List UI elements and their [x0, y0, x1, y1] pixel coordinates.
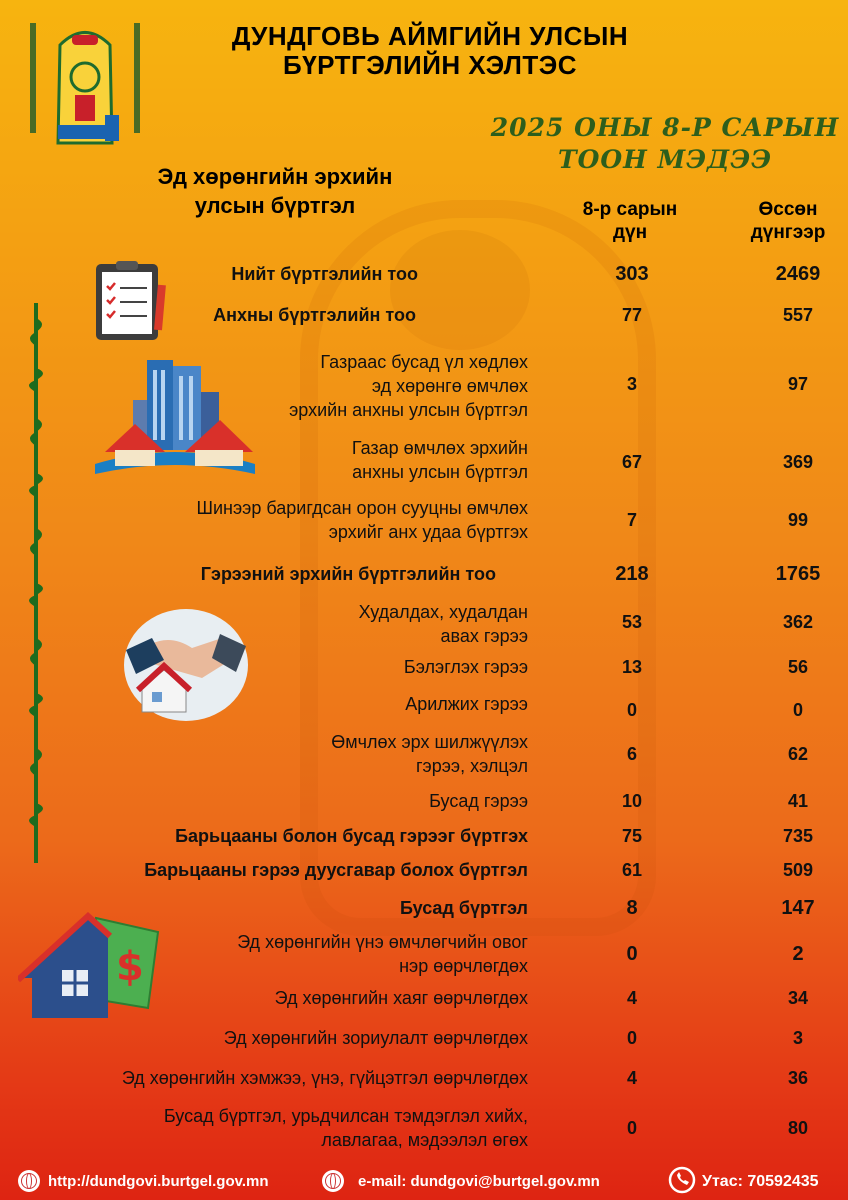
- cumulative-value: 97: [787, 374, 809, 394]
- row-label-line: гэрээ, хэлцэл: [415, 756, 528, 776]
- cumulative-value: 557: [782, 305, 814, 325]
- row-label-line: Барьцааны гэрээ дуусгавар болох бүртгэл: [144, 860, 528, 880]
- row-label: [48, 496, 528, 544]
- contact-footer: [0, 1160, 848, 1200]
- month-value: 0: [626, 1118, 637, 1138]
- row-label: [48, 896, 528, 920]
- row-label-line: Өмчлөх эрх шилжүүлэх: [331, 732, 528, 752]
- column-header-cumulative: Өссөн дүнгээр: [750, 199, 826, 243]
- page-title: ДУНДГОВЬ АЙМГИЙН УЛСЫН БҮРТГЭЛИЙН ХЭЛТЭС: [231, 21, 629, 80]
- report-period: 2025 ОНЫ 8-Р САРЫН ТООН МЭДЭЭ: [490, 113, 840, 174]
- cumulative-value: 509: [782, 860, 814, 880]
- cumulative-value: 56: [787, 657, 809, 677]
- row-label: [48, 730, 528, 778]
- background-ornament: [390, 230, 530, 350]
- cumulative-value: 2: [792, 943, 804, 965]
- website-link[interactable]: http://dundgovi.burtgel.gov.mn: [48, 1173, 269, 1190]
- row-label: [48, 692, 528, 716]
- row-label: [48, 930, 528, 978]
- row-label: [48, 1026, 528, 1050]
- cumulative-value: 62: [787, 744, 809, 764]
- month-value: 10: [621, 791, 643, 811]
- month-value: 0: [626, 700, 637, 720]
- month-value: 303: [615, 263, 649, 285]
- globe-icon: [322, 1170, 344, 1192]
- month-value: 53: [621, 612, 643, 632]
- row-label-line: Газар өмчлөх эрхийн: [351, 438, 528, 458]
- month-value: 75: [621, 826, 643, 846]
- cumulative-value: 369: [782, 452, 814, 472]
- row-label: [48, 789, 528, 813]
- month-value: 8: [626, 897, 638, 919]
- cumulative-value: 99: [787, 510, 809, 530]
- month-value: 67: [621, 452, 643, 472]
- cumulative-value: 0: [792, 700, 803, 720]
- row-label: [48, 350, 528, 422]
- row-label-line: Газраас бусад үл хөдлөх: [320, 352, 528, 372]
- row-label-line: Бусад гэрээ: [429, 791, 528, 811]
- cumulative-value: 41: [787, 791, 809, 811]
- row-label-line: Эд хөрөнгийн зориулалт өөрчлөгдөх: [223, 1028, 528, 1048]
- month-value: 4: [626, 1068, 637, 1088]
- month-value: 218: [615, 563, 649, 585]
- month-value: 7: [626, 510, 637, 530]
- row-label-line: Бусад бүртгэл, урьдчилсан тэмдэглэл хийх,: [163, 1106, 528, 1126]
- month-value: 3: [626, 374, 637, 394]
- row-label: [48, 824, 528, 848]
- row-label-line: нэр өөрчлөгдөх: [399, 956, 528, 976]
- row-label: [0, 262, 418, 286]
- row-label-line: Бусад бүртгэл: [399, 898, 528, 918]
- row-label-line: Нийт бүртгэлийн тоо: [231, 264, 418, 284]
- cumulative-value: 3: [792, 1028, 803, 1048]
- cumulative-value: 362: [782, 612, 814, 632]
- globe-icon: [18, 1170, 40, 1192]
- month-value: 77: [621, 305, 643, 325]
- row-label: [16, 562, 496, 586]
- month-value: 4: [626, 988, 637, 1008]
- row-label-line: эрхийг анх удаа бүртгэх: [328, 522, 528, 542]
- row-label-line: Арилжих гэрээ: [405, 694, 528, 714]
- cumulative-value: 1765: [775, 563, 821, 585]
- row-label-line: Эд хөрөнгийн үнэ өмчлөгчийн овог: [237, 932, 528, 952]
- month-value: 6: [626, 744, 637, 764]
- cumulative-value: 36: [787, 1068, 809, 1088]
- cumulative-value: 80: [787, 1118, 809, 1138]
- row-label: [0, 303, 416, 327]
- row-label: [48, 600, 528, 648]
- section-title: Эд хөрөнгийн эрхийн улсын бүртгэл: [157, 164, 393, 218]
- row-label-line: анхны улсын бүртгэл: [352, 462, 528, 482]
- phone-icon: [668, 1166, 696, 1199]
- row-label: [48, 1066, 528, 1090]
- row-label-line: Анхны бүртгэлийн тоо: [213, 305, 416, 325]
- email-link[interactable]: e-mail: dundgovi@burtgel.gov.mn: [358, 1173, 600, 1190]
- column-header-month: 8-р сарын дүн: [582, 199, 678, 243]
- cumulative-value: 147: [781, 897, 815, 919]
- month-value: 0: [626, 1028, 637, 1048]
- row-label-line: Худалдах, худалдан: [358, 602, 528, 622]
- cumulative-value: 34: [787, 988, 809, 1008]
- agency-logo: [20, 15, 150, 150]
- row-label-line: эрхийн анхны улсын бүртгэл: [289, 400, 528, 420]
- row-label-line: Гэрээний эрхийн бүртгэлийн тоо: [200, 564, 496, 584]
- month-value: 61: [621, 860, 643, 880]
- row-label: [48, 986, 528, 1010]
- row-label-line: авах гэрээ: [440, 626, 528, 646]
- cumulative-value: 735: [782, 826, 814, 846]
- row-label-line: Шинээр баригдсан орон сууцны өмчлөх: [196, 498, 528, 518]
- row-label-line: Барьцааны болон бусад гэрээг бүртгэх: [175, 826, 528, 846]
- row-label: [48, 1104, 528, 1152]
- row-label: [48, 858, 528, 882]
- row-label-line: эд хөрөнгө өмчлөх: [371, 376, 528, 396]
- row-label: [48, 655, 528, 679]
- row-label-line: Эд хөрөнгийн хаяг өөрчлөгдөх: [274, 988, 528, 1008]
- phone-number: Утас: 70592435: [702, 1173, 819, 1190]
- row-label-line: лавлагаа, мэдээлэл өгөх: [321, 1130, 528, 1150]
- row-label: [48, 436, 528, 484]
- row-label-line: Бэлэглэх гэрээ: [403, 657, 528, 677]
- cumulative-value: 2469: [775, 263, 821, 285]
- month-value: 13: [621, 657, 643, 677]
- svg-text:$: $: [116, 944, 144, 990]
- month-value: 0: [626, 943, 638, 965]
- row-label-line: Эд хөрөнгийн хэмжээ, үнэ, гүйцэтгэл өөрчлөгдөх: [121, 1068, 528, 1088]
